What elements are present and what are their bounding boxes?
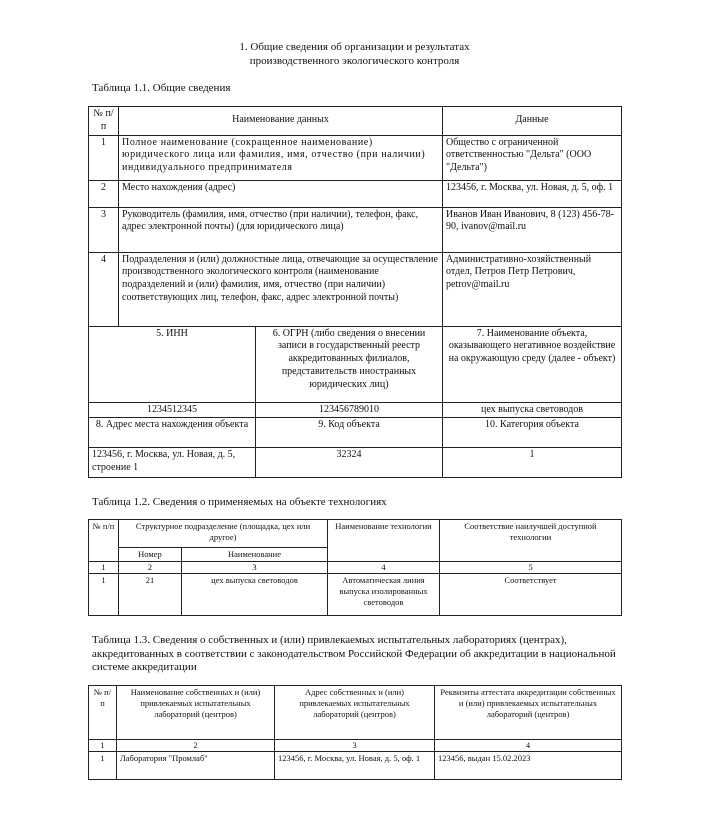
row-technology: Автоматическая линия выпуска изолированных световодов	[328, 574, 440, 616]
row-data: Общество с ограниченной ответственностью "Дельта" (ООО "Дельта")	[443, 135, 622, 180]
index-row	[89, 562, 622, 574]
index-cell: 2	[119, 562, 182, 574]
value-object-address: 123456, г. Москва, ул. Новая, д. 5, строение 1	[89, 448, 256, 478]
col-header-technology: Наименование технологии	[328, 520, 440, 562]
technologies-table	[88, 519, 622, 616]
header-inn: 5. ИНН	[89, 326, 256, 402]
row-num: 3	[89, 207, 119, 252]
value-inn: 1234512345	[89, 402, 256, 418]
row-lab-address: 123456, г. Москва, ул. Новая, д. 5, оф. 1	[275, 752, 435, 780]
row-lab-name: Лаборатория "Промлаб"	[117, 752, 275, 780]
index-cell: 4	[435, 740, 622, 752]
value-object-category: 1	[443, 448, 622, 478]
row-num: 4	[89, 252, 119, 326]
table-row	[89, 207, 622, 252]
row-name: Полное наименование (сокращенное наименование) юридического лица или фамилия, имя, отчество (при наличии) индивидуального предпринимателя	[119, 135, 443, 180]
index-cell: 4	[328, 562, 440, 574]
row-name: Руководитель (фамилия, имя, отчество (при наличии), телефон, факс, адрес электронной почты) (для юридического лица)	[119, 207, 443, 252]
col-header-lab-address: Адрес собственных и (или) привлекаемых испытательных лабораторий (центров)	[275, 686, 435, 740]
section-heading-line2: производственного экологического контроля	[249, 55, 460, 67]
index-cell: 1	[89, 562, 119, 574]
section-heading	[0, 40, 709, 68]
table-row	[89, 135, 622, 180]
row-num: 1	[89, 752, 117, 780]
general-info-table	[88, 106, 622, 478]
col-header-accreditation: Реквизиты аттестата аккредитации собственных и (или) привлекаемых испытательных лабораторий (центров)	[435, 686, 622, 740]
col-header-num: № п/п	[89, 520, 119, 562]
row-unit-number: 21	[119, 574, 182, 616]
table1-caption: Таблица 1.1. Общие сведения	[92, 82, 231, 94]
index-cell: 5	[440, 562, 622, 574]
row-num: 2	[89, 180, 119, 207]
row-name: Подразделения и (или) должностные лица, отвечающие за осуществление производственного экологического контроля (наименование подразделений и (или) фамилия, имя, отчество (при наличии) соответствующих лиц, телефон, факс, адрес электронной почты)	[119, 252, 443, 326]
row-data: 123456, г. Москва, ул. Новая, д. 5, оф. 1	[443, 180, 622, 207]
header-object-category: 10. Категория объекта	[443, 418, 622, 448]
row-accreditation: 123456, выдан 15.02.2023	[435, 752, 622, 780]
index-cell: 3	[275, 740, 435, 752]
header-object-name: 7. Наименование объекта, оказывающего негативное воздействие на окружающую среду (далее - объект)	[443, 326, 622, 402]
row-num: 1	[89, 574, 119, 616]
table-row	[89, 252, 622, 326]
value-ogrn: 123456789010	[256, 402, 443, 418]
table3-caption: Таблица 1.3. Сведения о собственных и (или) привлекаемых испытательных лабораториях (центрах), аккредитованных в соответствии с законодательством Российской Федерации об аккредитации в национальной системе аккредитации	[92, 634, 616, 673]
col-header-num: № п/п	[89, 107, 119, 136]
col-header-name: Наименование данных	[119, 107, 443, 136]
table-row	[89, 752, 622, 780]
table-row	[89, 574, 622, 616]
row-unit-name: цех выпуска световодов	[182, 574, 328, 616]
col-header-data: Данные	[443, 107, 622, 136]
table2-caption: Таблица 1.2. Сведения о применяемых на объекте технологиях	[92, 496, 387, 508]
row-best-technology: Соответствует	[440, 574, 622, 616]
value-object-name: цех выпуска световодов	[443, 402, 622, 418]
col-header-unit-name: Наименование	[182, 548, 328, 562]
header-object-code: 9. Код объекта	[256, 418, 443, 448]
laboratories-table	[88, 685, 622, 780]
index-row	[89, 740, 622, 752]
row-name: Место нахождения (адрес)	[119, 180, 443, 207]
col-header-number: Номер	[119, 548, 182, 562]
index-cell: 1	[89, 740, 117, 752]
index-cell: 3	[182, 562, 328, 574]
table-row	[89, 180, 622, 207]
section-heading-line1: 1. Общие сведения об организации и результатах	[239, 41, 470, 53]
header-ogrn: 6. ОГРН (либо сведения о внесении записи в государственный реестр аккредитованных филиалов, представительств иностранных юридических лиц)	[256, 326, 443, 402]
row-data: Административно-хозяйственный отдел, Петров Петр Петрович, petrov@mail.ru	[443, 252, 622, 326]
col-header-struct-unit: Структурное подразделение (площадка, цех или другое)	[119, 520, 328, 548]
col-header-num: № п/п	[89, 686, 117, 740]
row-data: Иванов Иван Иванович, 8 (123) 456-78-90, ivanov@mail.ru	[443, 207, 622, 252]
index-cell: 2	[117, 740, 275, 752]
row-num: 1	[89, 135, 119, 180]
header-object-address: 8. Адрес места нахождения объекта	[89, 418, 256, 448]
value-object-code: 32324	[256, 448, 443, 478]
col-header-best-technology: Соответствие наилучшей доступной технологии	[440, 520, 622, 562]
col-header-lab-name: Наименование собственных и (или) привлекаемых испытательных лабораторий (центров)	[117, 686, 275, 740]
